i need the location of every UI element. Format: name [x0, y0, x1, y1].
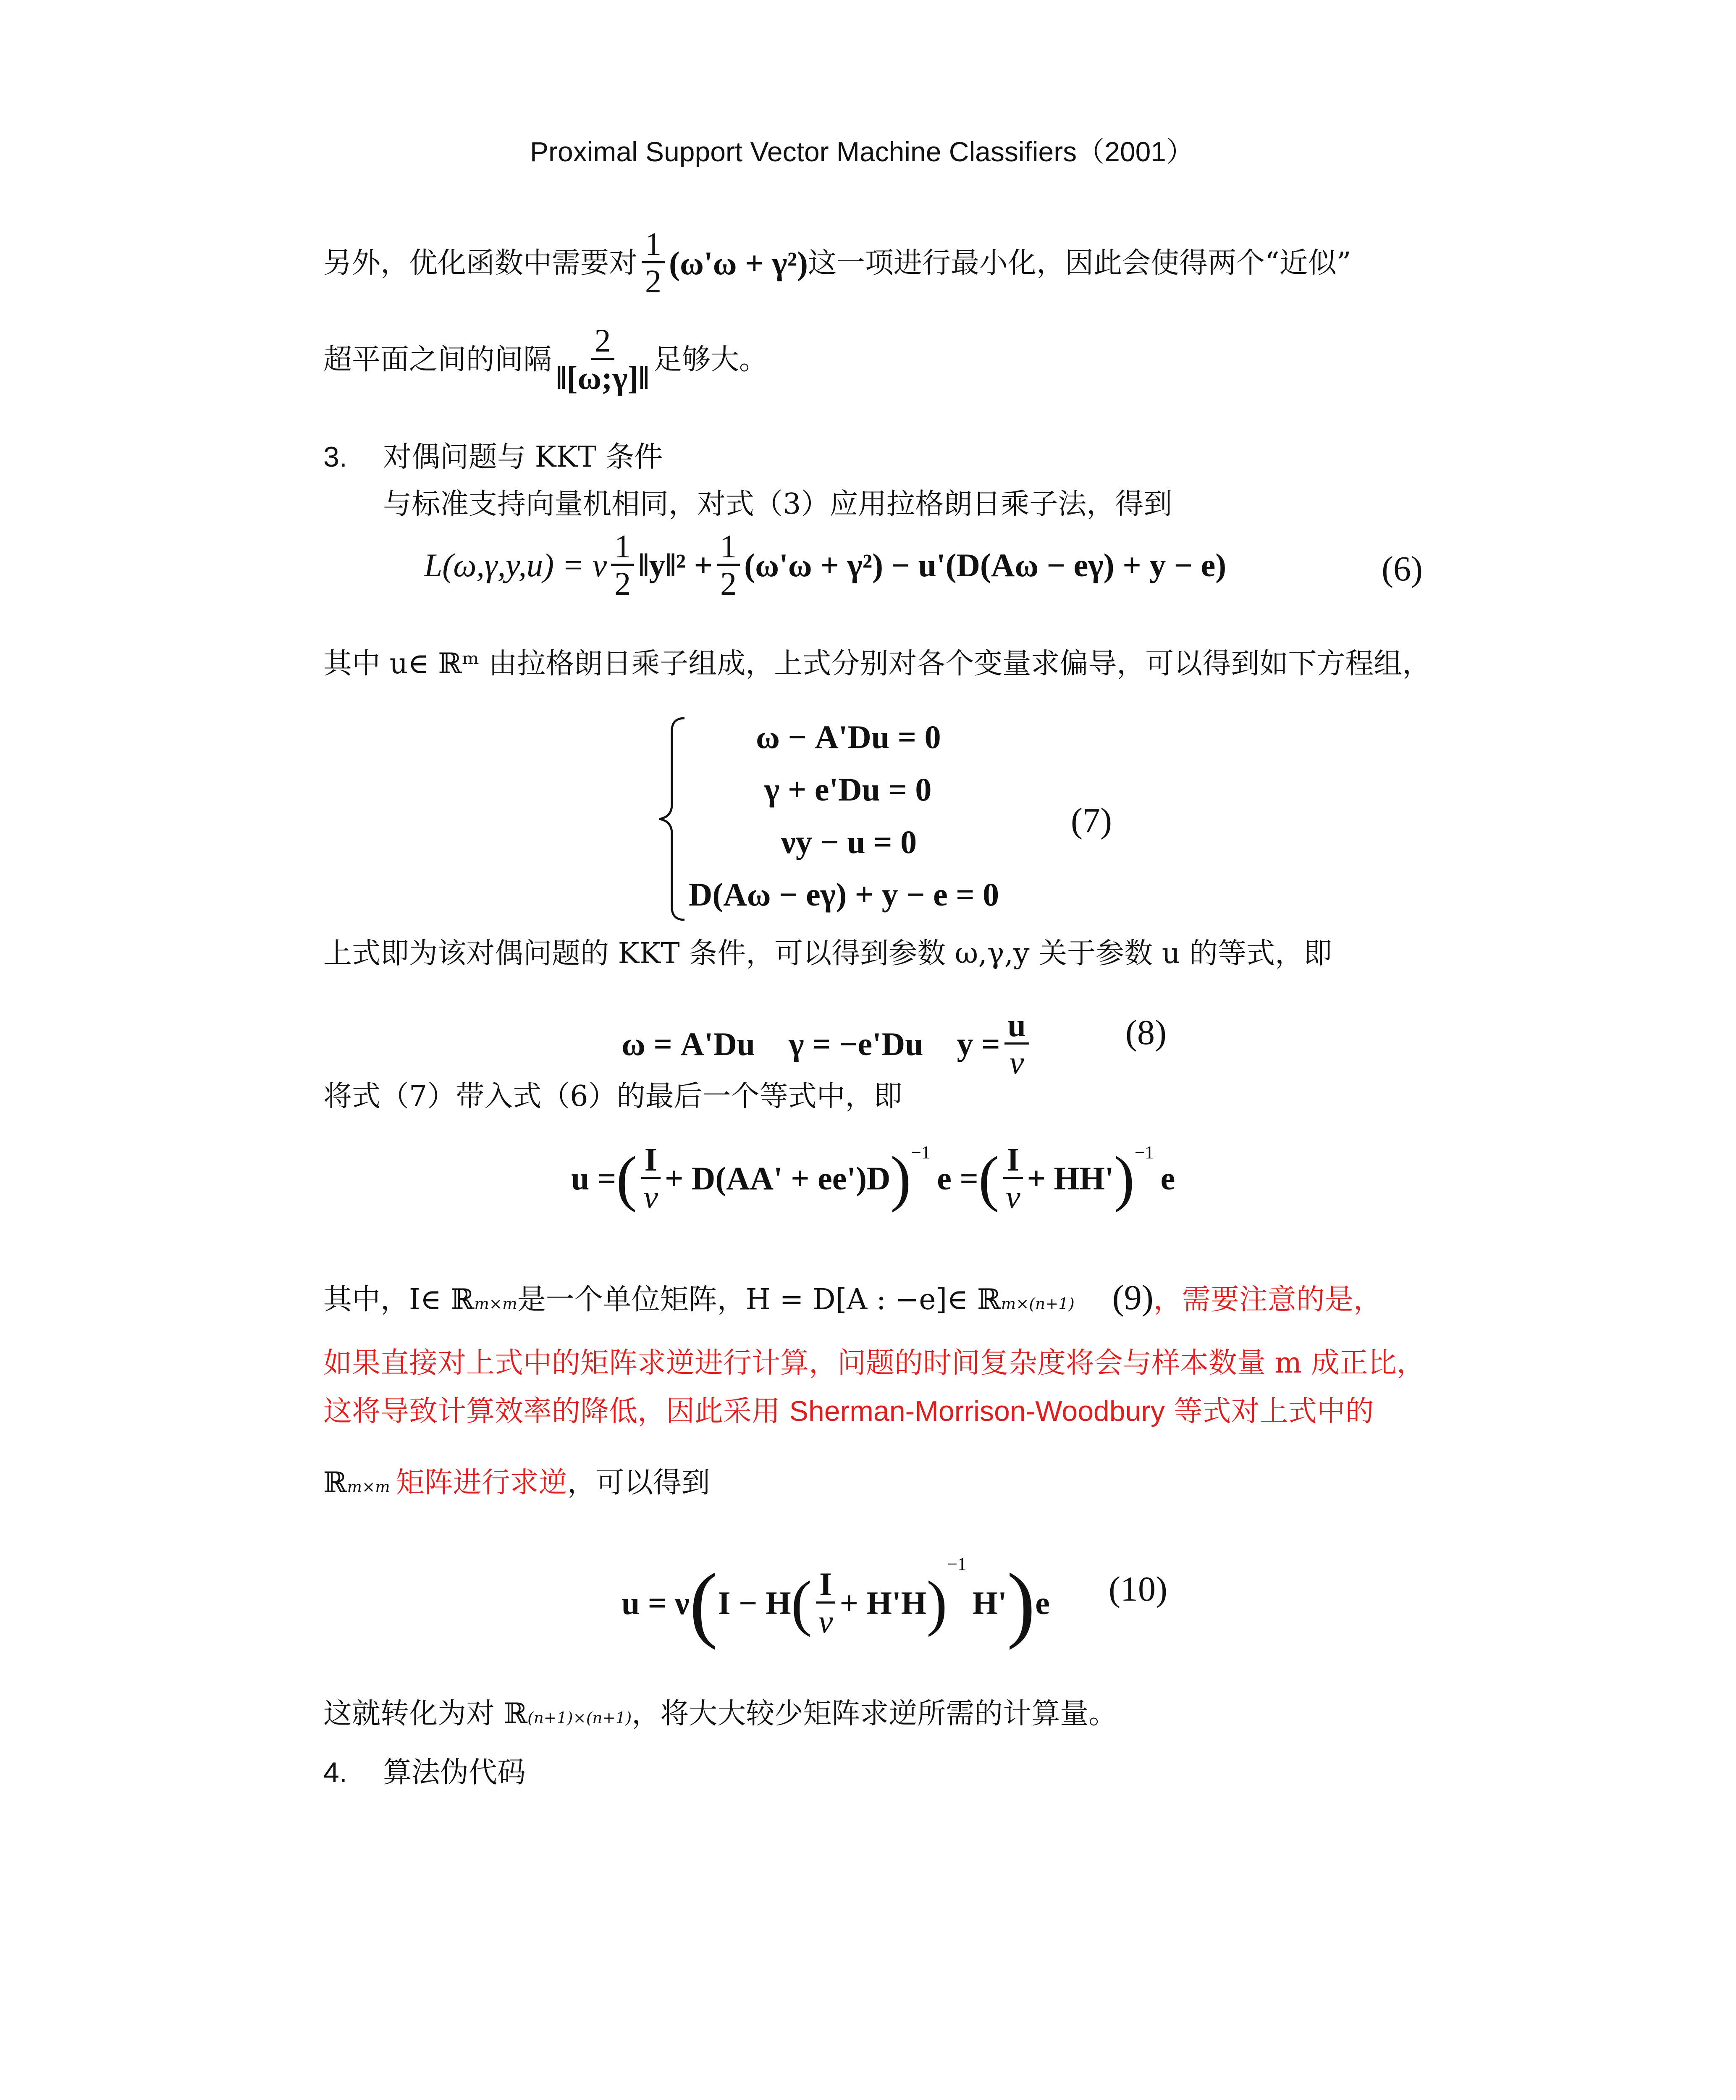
left-paren: (: [689, 1556, 718, 1650]
paragraph-text: 超平面之间的间隔: [323, 343, 552, 376]
superscript: m×(n+1): [1001, 1294, 1075, 1313]
left-paren: (: [791, 1569, 812, 1638]
fraction-half: [642, 227, 665, 299]
right-paren: ): [1007, 1556, 1036, 1650]
equation-number: (6): [1382, 549, 1423, 588]
equation-term: y =: [957, 1026, 1000, 1063]
highlighted-text: 这将导致计算效率的降低，因此采用: [323, 1395, 789, 1428]
paragraph-text: 与标准支持向量机相同，对式（3）应用拉格朗日乘子法，得到: [383, 488, 1172, 521]
fraction-denominator: 2: [720, 565, 737, 602]
equation-10: [621, 1554, 1050, 1652]
section-number: 3.: [323, 441, 347, 473]
equation-term: e =: [937, 1160, 978, 1197]
paragraph-text: 这一项进行最小化，因此会使得两个“近似”: [808, 246, 1351, 280]
fraction-denominator: ν: [643, 1178, 658, 1215]
fraction-denominator: ‖[ω;γ]‖: [556, 359, 650, 396]
fraction-numerator: 1: [642, 227, 665, 263]
equation-6: [424, 529, 1226, 602]
real-set-symbol: ℝ: [323, 1466, 347, 1499]
paragraph-text: 另外，优化函数中需要对: [323, 246, 638, 280]
equation-term: H': [972, 1585, 1007, 1621]
fraction-I-nu: [1003, 1142, 1023, 1215]
fraction-I-nu: [641, 1142, 661, 1215]
fraction-denominator: ν: [1006, 1178, 1020, 1215]
paragraph-text: ，可以得到: [567, 1466, 710, 1499]
equation-term: I − H: [718, 1585, 791, 1621]
fraction-I-nu: [816, 1567, 835, 1640]
equation-term: (ω'ω + γ²) − u'(D(Aω − eγ) + y − e): [744, 547, 1227, 584]
paragraph-text: ，将大大较少矩阵求逆所需的计算量。: [632, 1697, 1117, 1730]
equation-8: [621, 1008, 1033, 1081]
equation-term: ‖y‖² +: [638, 547, 713, 584]
fraction-u-nu: [1004, 1008, 1029, 1081]
paragraph-text: 将式（7）带入式（6）的最后一个等式中，即: [323, 1080, 902, 1113]
exponent: −1: [1134, 1143, 1154, 1163]
highlighted-text: Sherman-Morrison-Woodbury: [789, 1395, 1165, 1427]
paragraph-text: 其中，I∈ ℝ: [323, 1283, 475, 1316]
exponent: −1: [911, 1143, 931, 1163]
equation-term: u =: [571, 1160, 616, 1197]
left-paren: (: [616, 1144, 637, 1213]
highlighted-text: ，需要注意的是，: [1153, 1283, 1382, 1316]
equation-lhs: L(ω,γ,y,u) = ν: [424, 547, 607, 584]
fraction-denominator: ν: [1009, 1044, 1024, 1081]
running-header: Proximal Support Vector Machine Classifiers（2001）: [530, 136, 1194, 167]
fraction-numerator: u: [1004, 1008, 1029, 1045]
fraction-half: [611, 529, 634, 602]
right-paren: ): [926, 1569, 947, 1638]
section-title: 算法伪代码: [383, 1756, 526, 1789]
right-paren: ): [1114, 1144, 1135, 1213]
paragraph-text: 足够大。: [653, 343, 768, 376]
equation-term: + D(AA' + ee')D: [665, 1160, 891, 1197]
section-number: 4.: [323, 1756, 347, 1788]
equation-term: + HH': [1027, 1160, 1114, 1197]
equation-number: (10): [1109, 1570, 1167, 1609]
superscript: (n+1)×(n+1): [527, 1709, 632, 1727]
paragraph-conversion: [323, 1697, 1117, 1731]
system-line: γ + e'Du = 0: [764, 771, 932, 808]
fraction-margin: [556, 323, 649, 396]
exponent: −1: [947, 1554, 967, 1574]
fraction-denominator: 2: [645, 262, 662, 299]
system-line: νy − u = 0: [781, 824, 917, 860]
equation-number: (7): [1071, 801, 1112, 840]
fraction-half: [717, 529, 740, 602]
equation-term: e: [1035, 1585, 1050, 1621]
fraction-numerator: I: [816, 1567, 835, 1604]
fraction-numerator: 1: [717, 529, 740, 566]
system-line: ω − A'Du = 0: [756, 719, 941, 755]
section-title: 对偶问题与 KKT 条件: [383, 441, 663, 474]
equation-term: + H'H: [839, 1585, 927, 1621]
highlighted-text: 如果直接对上式中的矩阵求逆进行计算，问题的时间复杂度将会与样本数量 m 成正比，: [323, 1347, 1425, 1380]
equation-term: e: [1160, 1160, 1175, 1197]
highlighted-text: 等式对上式中的: [1165, 1395, 1374, 1428]
equation-term: ω = A'Du: [621, 1026, 755, 1063]
equation-term: γ = −e'Du: [789, 1026, 923, 1063]
paragraph-text: 是一个单位矩阵，H = D[A : −e]∈ ℝ: [517, 1283, 1001, 1316]
paragraph-text: 其中 u∈ ℝᵐ 由拉格朗日乘子组成，上式分别对各个变量求偏导，可以得到如下方程组，: [323, 647, 1431, 680]
equation-number: (9): [1112, 1278, 1154, 1317]
paragraph-inverse: [323, 1466, 710, 1500]
inline-expression: (ω'ω + γ²): [669, 244, 808, 281]
equation-term: u = ν: [621, 1585, 690, 1621]
fraction-numerator: 2: [591, 323, 614, 360]
paragraph-text: 这就转化为对 ℝ: [323, 1697, 528, 1730]
highlighted-text-line: [323, 1394, 1374, 1429]
fraction-numerator: I: [641, 1142, 661, 1179]
equation-u: [571, 1142, 1175, 1215]
left-paren: (: [978, 1144, 999, 1213]
fraction-denominator: ν: [818, 1603, 833, 1640]
fraction-numerator: 1: [611, 529, 634, 566]
superscript: m×m: [347, 1478, 390, 1496]
superscript: m×m: [474, 1294, 517, 1313]
paragraph-minimize: [323, 227, 1351, 299]
right-paren: ): [890, 1144, 911, 1213]
fraction-numerator: I: [1003, 1142, 1023, 1179]
system-line: D(Aω − eγ) + y − e = 0: [689, 876, 999, 913]
paragraph-eq9: [323, 1277, 1382, 1319]
paragraph-margin: [323, 323, 768, 396]
highlighted-text: 矩阵进行求逆: [396, 1466, 567, 1499]
paragraph-text: 上式即为该对偶问题的 KKT 条件，可以得到参数 ω,γ,y 关于参数 u 的等式，即: [323, 937, 1332, 970]
fraction-denominator: 2: [614, 565, 631, 602]
equation-number: (8): [1125, 1013, 1167, 1052]
